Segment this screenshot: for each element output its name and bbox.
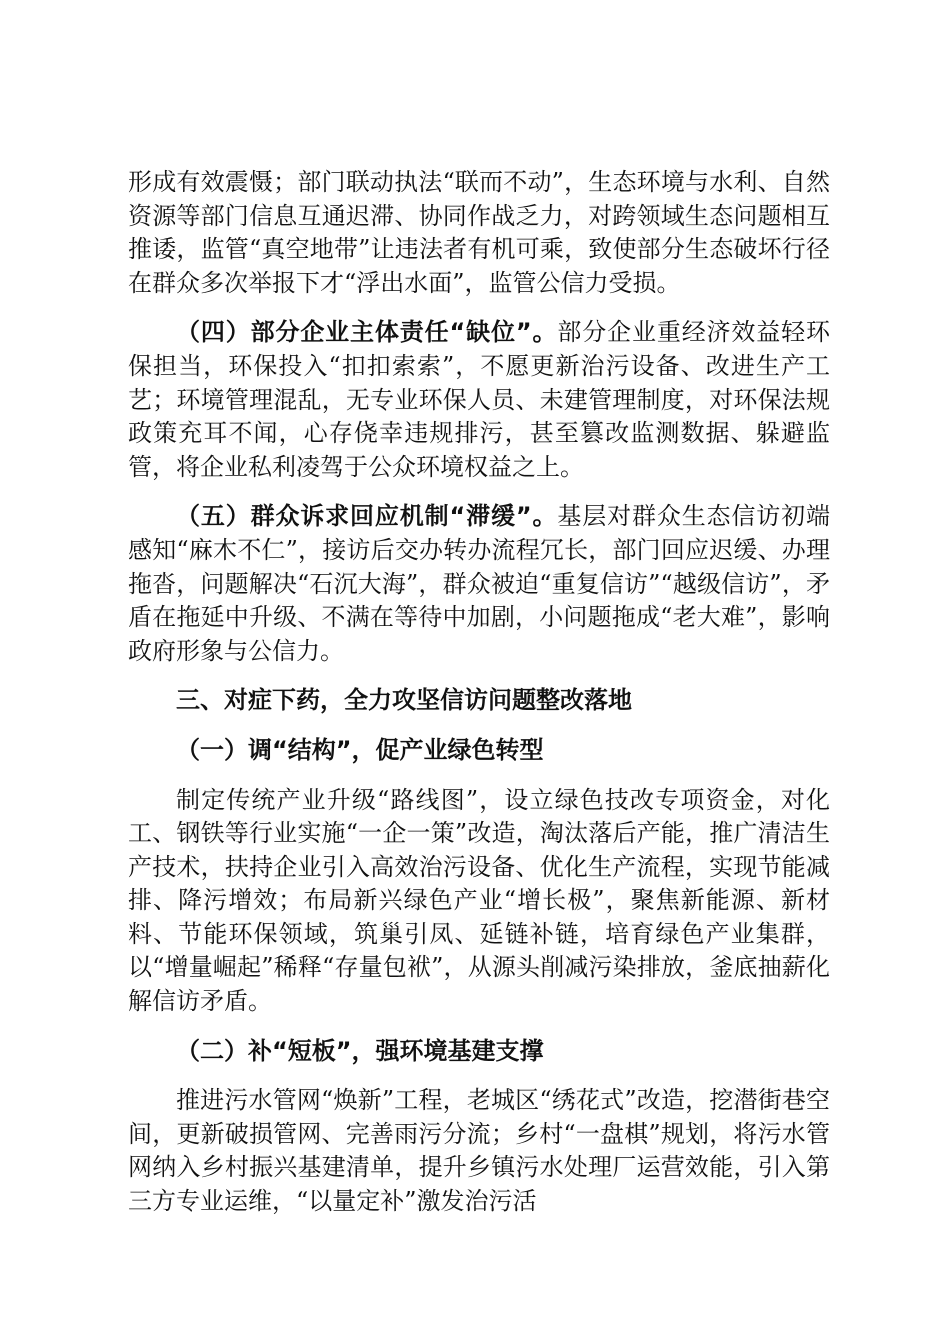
paragraph-structure: 制定传统产业升级“路线图”，设立绿色技改专项资金，对化工、钢铁等行业实施“一企一策”改造，淘汰落后产能，推广清洁生产技术，扶持企业引入高效治污设备、优化生产流程，实现节能减排、降污增效；布局新兴绿色产业“增长极”，聚焦新能源、新材料、节能环保领域，筑巢引凤、延链补链，培育绿色产业集群，以“增量崛起”稀释“存量包袱”，从源头削减污染排放，釜底抽薪化解信访矛盾。 <box>128 785 830 1016</box>
paragraph-item-5-body: 基层对群众生态信访初端感知“麻木不仁”，接访后交办转办流程冗长，部门回应迟缓、办理拖沓，问题解决“石沉大海”，群众被迫“重复信访”“越级信访”，矛盾在拖延中升级、不满在等待中加剧，小问题拖成“老大难”，影响政府形象与公信力。 <box>128 502 831 665</box>
subsection-heading-1: （一）调“结构”，促产业绿色转型 <box>176 735 544 764</box>
document-body <box>128 166 830 1219</box>
paragraph-item-4-body: 部分企业重经济效益轻环保担当，环保投入“扣扣索索”，不愿更新治污设备、改进生产工艺；环境管理混乱，无专业环保人员、未建管理制度，对环保法规政策充耳不闻，心存侥幸违规排污，甚至篡改监测数据、躲避监管，将企业私利凌驾于公众环境权益之上。 <box>128 318 831 481</box>
paragraph-item-5 <box>128 500 830 668</box>
paragraph-item-4-title: （四）部分企业主体责任“缺位”。 <box>176 318 558 347</box>
subsection-heading-2: （二）补“短板”，强环境基建支撑 <box>176 1036 544 1065</box>
paragraph-item-5-title: （五）群众诉求回应机制“滞缓”。 <box>176 502 558 531</box>
section-heading-3: 三、对症下药，全力攻坚信访问题整改落地 <box>176 686 632 715</box>
paragraph-infrastructure: 推进污水管网“焕新”工程，老城区“绣花式”改造，挖潜街巷空间，更新破损管网、完善雨污分流；乡村“一盘棋”规划，将污水管网纳入乡村振兴基建清单，提升乡镇污水处理厂运营效能，引入第三方专业运维，“以量定补”激发治污活 <box>128 1086 830 1216</box>
paragraph-item-4 <box>128 316 830 484</box>
paragraph-continuation: 形成有效震慑；部门联动执法“联而不动”，生态环境与水利、自然资源等部门信息互通迟滞、协同作战乏力，对跨领域生态问题相互推诿，监管“真空地带”让违法者有机可乘，致使部分生态破坏行径在群众多次举报下才“浮出水面”，监管公信力受损。 <box>128 168 830 297</box>
